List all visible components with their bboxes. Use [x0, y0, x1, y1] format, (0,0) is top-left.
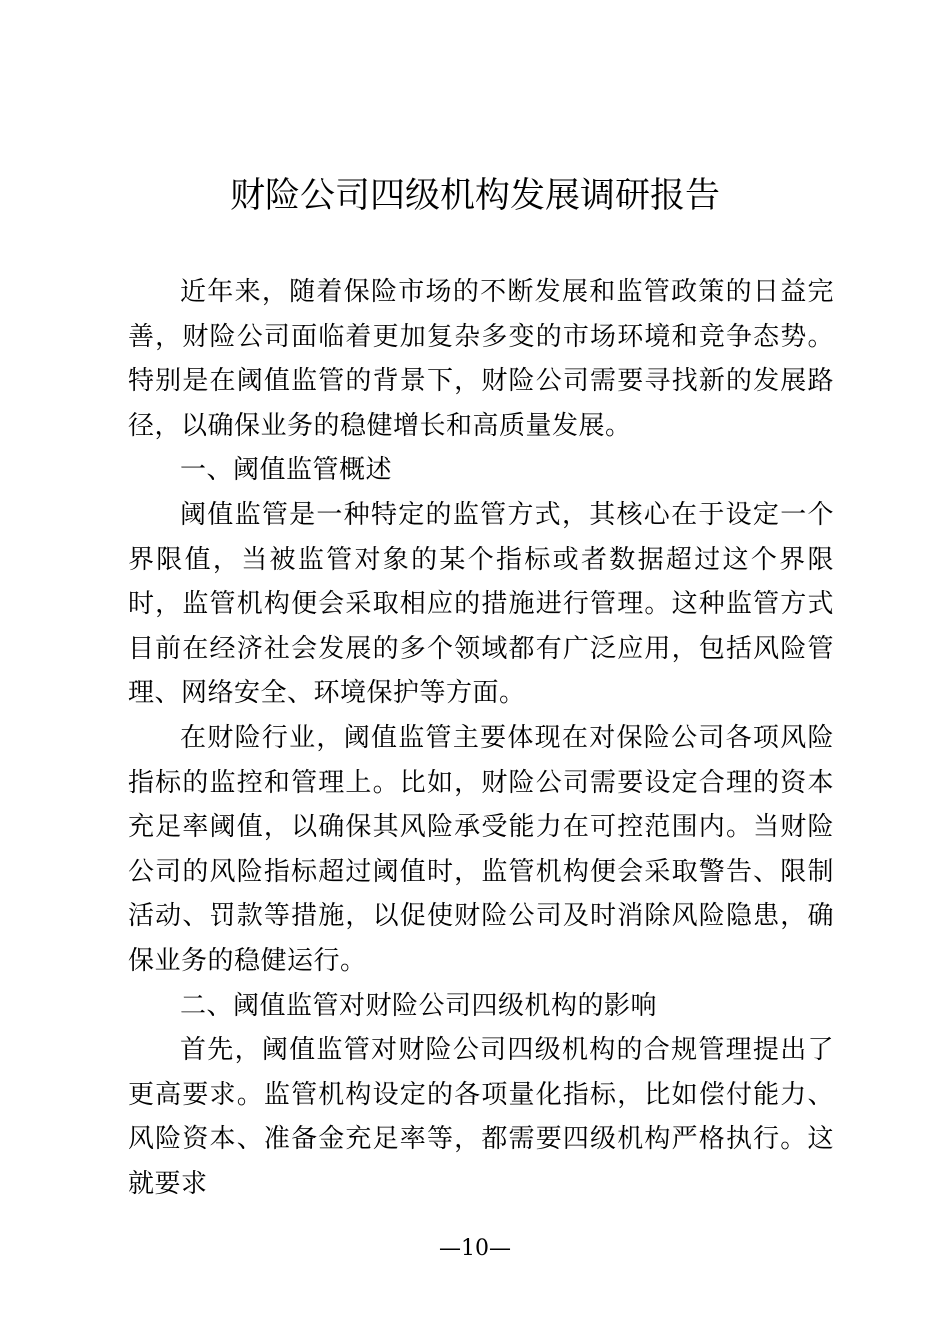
section-heading-2: 二、阈值监管对财险公司四级机构的影响 [180, 990, 658, 1021]
document-title: 财险公司四级机构发展调研报告 [229, 176, 720, 216]
page-number: —10— [439, 1236, 511, 1261]
paragraph-compliance-impact: 首先，阈值监管对财险公司四级机构的合规管理提出了更高要求。监管机构设定的各项量化指标，比如偿付能力、风险资本、准备金充足率等，都需要四级机构严格执行。这就要求 [128, 1035, 834, 1199]
paragraph-intro: 近年来，随着保险市场的不断发展和监管政策的日益完善，财险公司面临着更加复杂多变的市场环境和竞争态势。特别是在阈值监管的背景下，财险公司需要寻找新的发展路径，以确保业务的稳健增长和高质量发展。 [128, 277, 834, 441]
paragraph-threshold-in-insurance: 在财险行业，阈值监管主要体现在对保险公司各项风险指标的监控和管理上。比如，财险公司需要设定合理的资本充足率阈值，以确保其风险承受能力在可控范围内。当财险公司的风险指标超过阈值时，监管机构便会采取警告、限制活动、罚款等措施，以促使财险公司及时消除风险隐患，确保业务的稳健运行。 [128, 722, 834, 976]
document-body [128, 270, 834, 1206]
paragraph-threshold-definition: 阈值监管是一种特定的监管方式，其核心在于设定一个界限值，当被监管对象的某个指标或者数据超过这个界限时，监管机构便会采取相应的措施进行管理。这种监管方式目前在经济社会发展的多个领域都有广泛应用，包括风险管理、网络安全、环境保护等方面。 [128, 499, 834, 709]
section-heading-1: 一、阈值监管概述 [180, 455, 393, 486]
